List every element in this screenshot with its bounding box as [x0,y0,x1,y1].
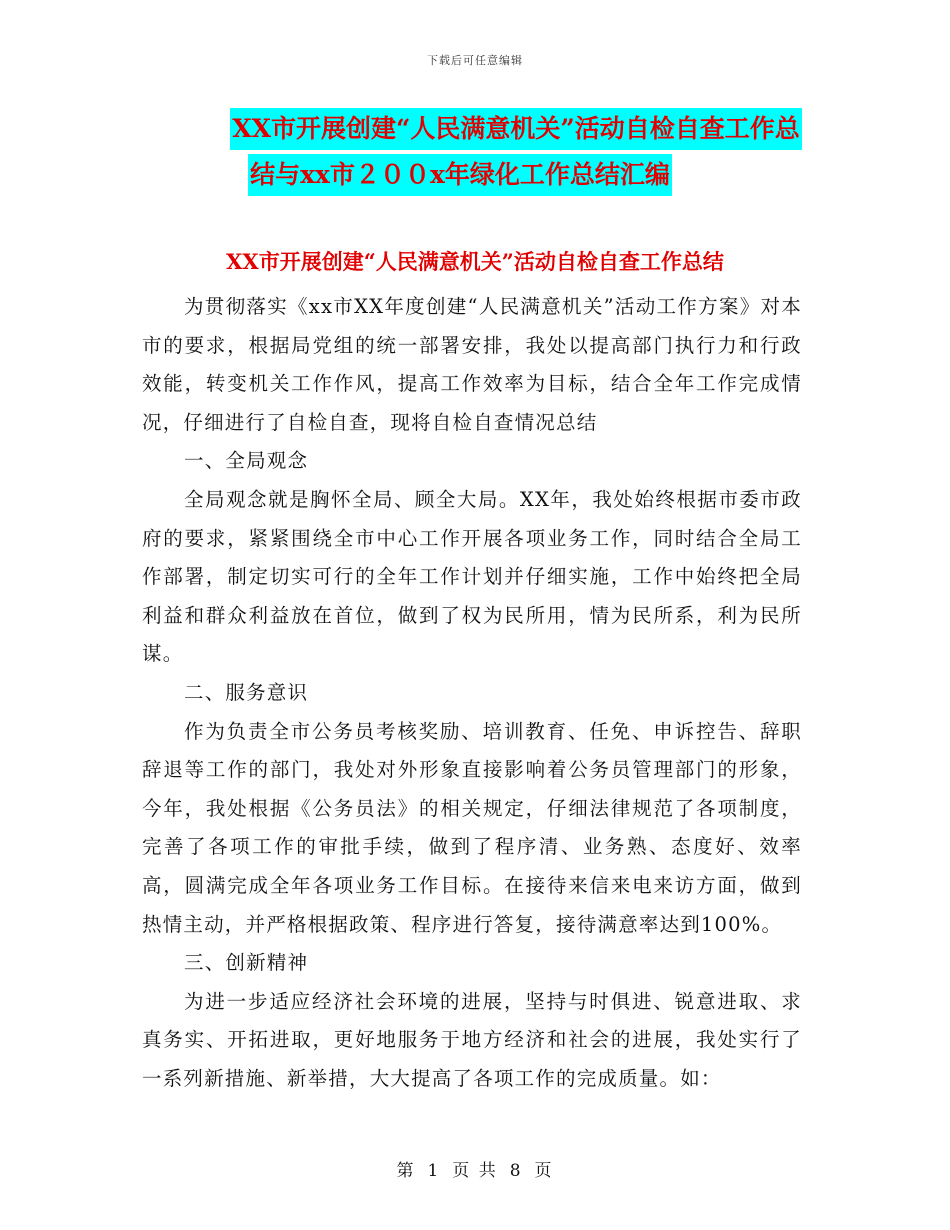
document-title [140,108,840,196]
heading-innovation: 三、创新精神 [184,951,309,975]
page-footer [0,1156,950,1181]
heading-service: 二、服务意识 [184,680,309,704]
title-line-1: XX市开展创建“人民满意机关”活动自检自查工作总 [230,108,802,150]
footer-suffix: 页 [534,1161,554,1181]
footer-middle: 页 共 [452,1161,498,1181]
footer-prefix: 第 [396,1161,416,1181]
footer-total-pages: 8 [509,1161,523,1181]
document-body [142,288,802,1098]
heading-global-view: 一、全局观念 [184,449,309,473]
paragraph-innovation: 为进一步适应经济社会环境的进展，坚持与时俱进、锐意进取、求真务实、开拓进取，更好地服务于地方经济和社会的进展，我处实行了一系列新措施、新举措，大大提高了各项工作的完成质量。如： [142,989,802,1090]
paragraph-service: 作为负责全市公务员考核奖励、培训教育、任免、申诉控告、辞职辞退等工作的部门，我处对外形象直接影响着公务员管理部门的形象，今年，我处根据《公务员法》的相关规定，仔细法律规范了各项制度，完善了各项工作的审批手续，做到了程序清、业务熟、态度好、效率高，圆满完成全年各项业务工作目标。在接待来信来电来访方面，做到热情主动，并严格根据政策、程序进行答复，接待满意率达到100%。 [142,719,802,936]
section-title: XX市开展创建“人民满意机关”活动自检自查工作总结 [226,249,724,274]
paragraph-global-view: 全局观念就是胸怀全局、顾全大局。XX年，我处始终根据市委市政府的要求，紧紧围绕全市中心工作开展各项业务工作，同时结合全局工作部署，制定切实可行的全年工作计划并仔细实施，工作中始终把全局利益和群众利益放在首位，做到了权为民所用，情为民所系，利为民所谋。 [142,487,802,666]
paragraph-intro: 为贯彻落实《xx市XX年度创建“人民满意机关”活动工作方案》对本市的要求，根据局党组的统一部署安排，我处以提高部门执行力和行政效能，转变机关工作作风，提高工作效率为目标，结合全年工作完成情况，仔细进行了自检自查，现将自检自查情况总结 [142,295,802,434]
title-line-2: 结与xx市２００x年绿化工作总结汇编 [248,154,672,196]
footer-page-number: 1 [427,1161,441,1181]
header-note: 下载后可任意编辑 [427,54,523,67]
